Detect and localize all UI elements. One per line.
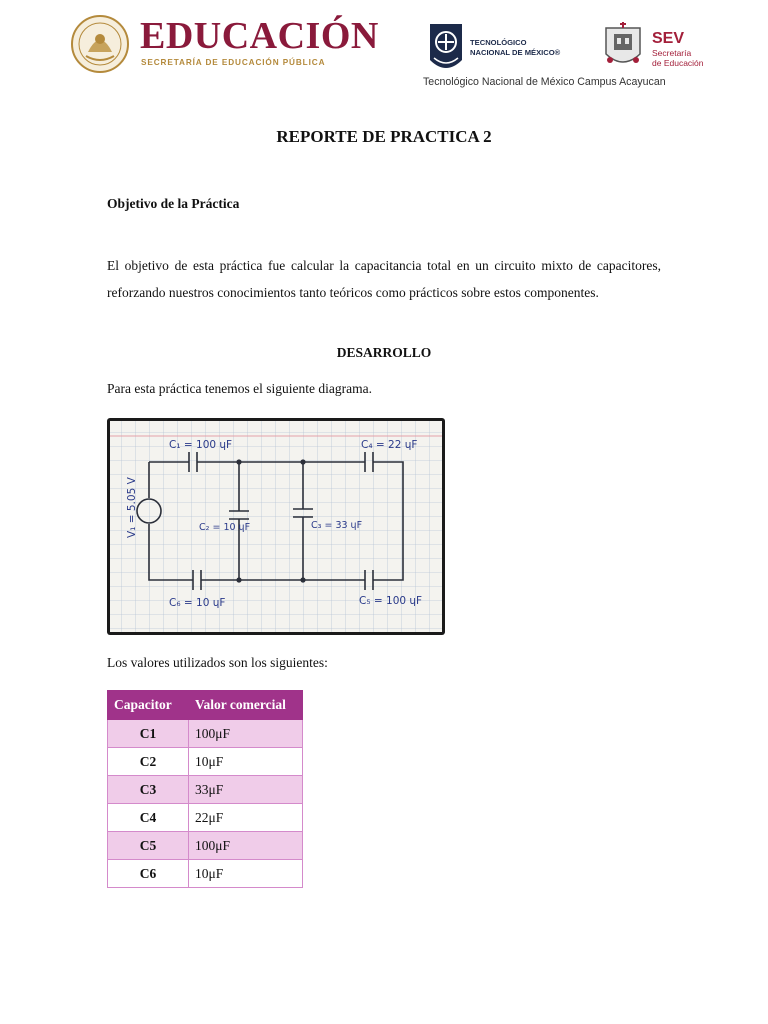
table-row: [108, 832, 303, 860]
campus-name: Tecnológico Nacional de México Campus Acayucan: [423, 76, 666, 88]
diagram-label-c6: C₆ = 10 ɥF: [169, 597, 226, 609]
educacion-subtitle: SECRETARÍA DE EDUCACIÓN PÚBLICA: [141, 58, 326, 67]
diagram-label-c1: C₁ = 100 ɥF: [169, 439, 233, 451]
diagram-label-c3: C₃ = 33 ɥF: [311, 520, 363, 531]
diagram-label-source: V₁ = 5.05 V: [126, 477, 138, 538]
table-header-row: [108, 691, 303, 720]
capacitor-values-table: [107, 690, 303, 888]
sev-coat-of-arms-logo: [600, 20, 646, 72]
sev-subtitle: [652, 48, 704, 68]
table-cell-value: 100μF: [189, 720, 303, 748]
table-cell-capacitor: C4: [108, 804, 189, 832]
tecnm-logo: [426, 20, 466, 76]
values-intro-text: Los valores utilizados son los siguientes:: [107, 655, 328, 670]
sev-line-1: Secretaría: [652, 48, 692, 58]
report-title: REPORTE DE PRACTICA 2: [276, 127, 492, 146]
diagram-label-c5: C₅ = 100 ɥF: [359, 595, 423, 607]
diagram-label-c4: C₄ = 22 ɥF: [361, 439, 418, 451]
tecnm-line-2: NACIONAL DE MÉXICO®: [470, 48, 561, 57]
table-cell-capacitor: C2: [108, 748, 189, 776]
table-row: [108, 804, 303, 832]
sev-line-2: de Educación: [652, 58, 704, 68]
development-heading: DESARROLLO: [336, 345, 432, 360]
table-cell-capacitor: C6: [108, 860, 189, 888]
table-cell-value: 33μF: [189, 776, 303, 804]
objective-heading: Objetivo de la Práctica: [107, 196, 240, 211]
sev-name: SEV: [652, 30, 685, 47]
table-cell-value: 10μF: [189, 748, 303, 776]
mexico-seal-logo: [70, 14, 130, 74]
table-cell-value: 100μF: [189, 832, 303, 860]
objective-paragraph: El objetivo de esta práctica fue calcular la capacitancia total en un circuito mixto de capacitores, reforzando nuestros conocimientos tanto teóricos como prácticos sobre estos componentes.: [107, 258, 661, 300]
circuit-diagram-photo: [107, 418, 445, 635]
table-row: [108, 776, 303, 804]
table-header-value: Valor comercial: [189, 691, 303, 720]
table-cell-capacitor: C1: [108, 720, 189, 748]
table-cell-capacitor: C3: [108, 776, 189, 804]
diagram-label-c2: C₂ = 10 ɥF: [199, 522, 251, 533]
tecnm-line-1: TECNOLÓGICO: [470, 38, 527, 47]
table-row: [108, 860, 303, 888]
tecnm-text: [470, 38, 560, 58]
table-cell-value: 22μF: [189, 804, 303, 832]
educacion-title: EDUCACIÓN: [140, 15, 379, 57]
table-row: [108, 720, 303, 748]
table-cell-value: 10μF: [189, 860, 303, 888]
table-cell-capacitor: C5: [108, 832, 189, 860]
table-row: [108, 748, 303, 776]
table-header-capacitor: Capacitor: [108, 691, 189, 720]
diagram-intro-text: Para esta práctica tenemos el siguiente diagrama.: [107, 381, 373, 396]
